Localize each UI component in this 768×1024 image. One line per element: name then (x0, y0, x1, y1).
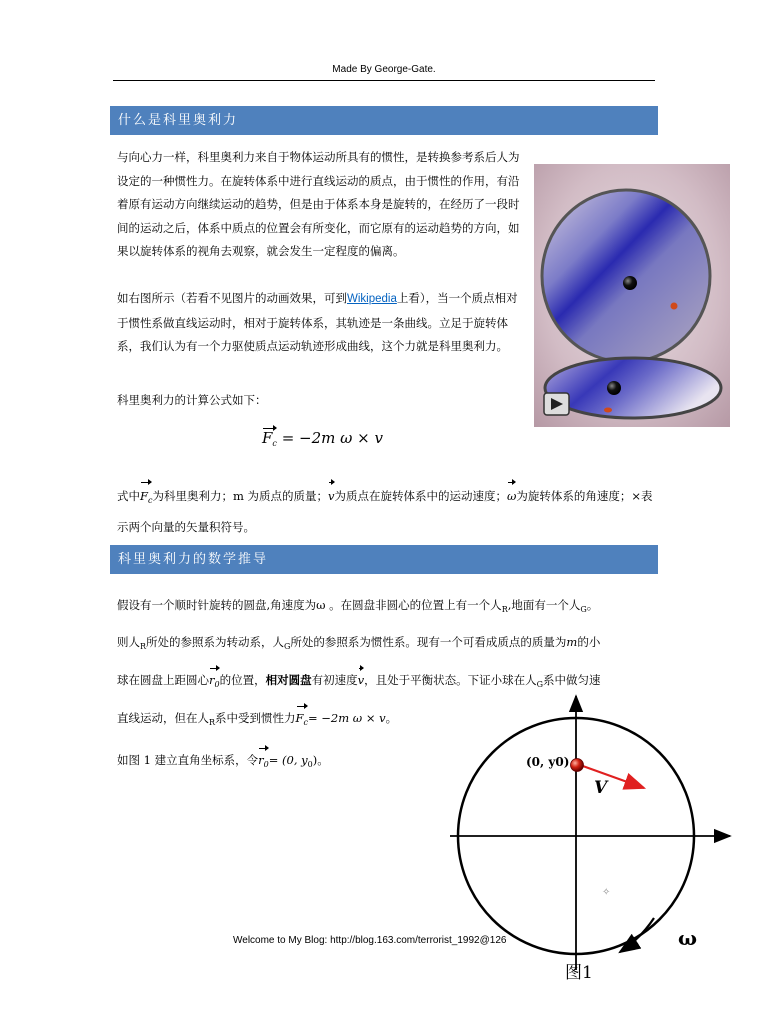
line3b: 的位置， (219, 673, 266, 687)
omega-label: ω (678, 926, 698, 950)
coriolis-formula (262, 429, 383, 448)
explain-3: 为质点在旋转体系中的运动速度； (334, 489, 508, 503)
line5c: )。 (312, 753, 329, 767)
r0-letter-2: r (258, 753, 264, 767)
figure-caption: 图1 (565, 963, 593, 983)
line4-fc: $F_c$ (296, 707, 308, 735)
mass-m: m (566, 635, 578, 649)
sub-r: R (140, 642, 147, 651)
line1a: 假设有一个顺时针旋转的圆盘,角速度为ω 。在圆盘非圆心的位置上有一个人 (117, 598, 502, 612)
v-vector: v (358, 669, 365, 693)
derivation-line4 (117, 707, 477, 735)
explain-1: 式中 (117, 489, 140, 503)
explain-fc: $F_c$ (140, 483, 152, 514)
particle (571, 759, 584, 772)
r0-vector (209, 669, 220, 697)
derivation-line2 (117, 631, 657, 659)
line3d: ，且处于平衡状态。下证小球在人 (364, 673, 537, 687)
para2-after: 上看），当一个质点相对于惯性系做直线运动时，相对于旋转体系，其轨迹是一条曲线。立足于旋转体系，我们认为有一个力驱使质点运动轨迹形成曲线，这个力就是科里奥利力。 (117, 291, 518, 353)
section1-para3: 科里奥利力的计算公式如下： (117, 393, 267, 407)
derivation-line5 (117, 749, 417, 777)
line4a: 直线运动，但在人 (117, 711, 209, 725)
line1c: 。 (586, 598, 599, 612)
svg-text:✧: ✧ (602, 887, 611, 898)
derivation-line1 (117, 594, 657, 622)
line2a: 则人 (117, 635, 140, 649)
line4c: 。 (385, 711, 398, 725)
explain-v: v (328, 483, 335, 510)
line3-bold: 相对圆盘 (265, 673, 312, 687)
line5a: 如图 1 建立直角坐标系，令 (117, 753, 259, 767)
formula-explanation (117, 483, 657, 541)
line3a: 球在圆盘上距圆心 (117, 673, 209, 687)
r0-letter: r (209, 673, 215, 687)
coriolis-animation (534, 164, 730, 427)
line3c: 有初速度 (311, 673, 358, 687)
explain-2: 为科里奥利力；m 为质点的质量； (152, 489, 329, 503)
sub-g: G (284, 642, 291, 651)
section-title-coriolis: 什么是科里奥利力 (110, 106, 658, 135)
velocity-label: V (594, 778, 608, 798)
explain-omega: ω (507, 483, 516, 510)
rotation-arrow (620, 918, 654, 952)
section-title-derivation: 科里奥利力的数学推导 (110, 545, 658, 574)
r0-sub: 0 (214, 680, 220, 689)
formula-fc: $F_c$ (262, 429, 277, 448)
play-icon[interactable] (544, 393, 569, 415)
sub-g: G (536, 680, 543, 689)
line2b: 所处的参照系为转动系，人 (146, 635, 285, 649)
page-header: Made By George-Gate. (332, 64, 436, 75)
wikipedia-link[interactable]: Wikipedia (347, 293, 397, 305)
sub-r: R (209, 718, 216, 727)
line4b: 系中受到惯性力 (215, 711, 296, 725)
line4-formula: = −2m ω × v (308, 711, 386, 725)
line2c: 所处的参照系为惯性系。现有一个可看成质点的质量为 (290, 635, 567, 649)
point-label: (0, y0) (526, 755, 570, 769)
section1-para2 (117, 287, 523, 359)
r0-sub-2: 0 (263, 760, 269, 769)
r0-vector-2 (258, 749, 269, 777)
velocity-arrow (580, 765, 644, 788)
header-rule (113, 80, 655, 81)
explain-4: 为旋转体系的角速度；×表示两个向量的矢量积符号。 (117, 489, 653, 534)
para1-text: 与向心力一样，科里奥利力来自于物体运动所具有的惯性，是转换参考系后人为设定的一种惯性力。在旋转体系中进行直线运动的质点，由于惯性的作用，有沿着原有运动方向继续运动的趋势，但是由于体系本身是旋转的，在经历了一段时间的运动之后，体系中质点的位置会有所变化，而它原有的运动趋势的方向，如果以旋转体系的视角去观察，就会发生一定程度的偏离。 (117, 150, 520, 258)
line5b: = (0, y (268, 753, 308, 767)
sub-r: R (501, 605, 508, 614)
formula-rhs: = −2m ω × v (281, 429, 383, 447)
line2d: 的小 (577, 635, 601, 649)
y0-sub: 0 (307, 760, 313, 769)
sub-g: G (580, 605, 587, 614)
line1b: ,地面有一个人 (507, 598, 581, 612)
page-footer: Welcome to My Blog: http://blog.163.com/terrorist_1992@126 (233, 935, 507, 946)
section1-para1 (117, 146, 523, 264)
line3e: 系中做匀速 (542, 673, 601, 687)
para2-before: 如右图所示（若看不见图片的动画效果，可到 (117, 291, 347, 305)
